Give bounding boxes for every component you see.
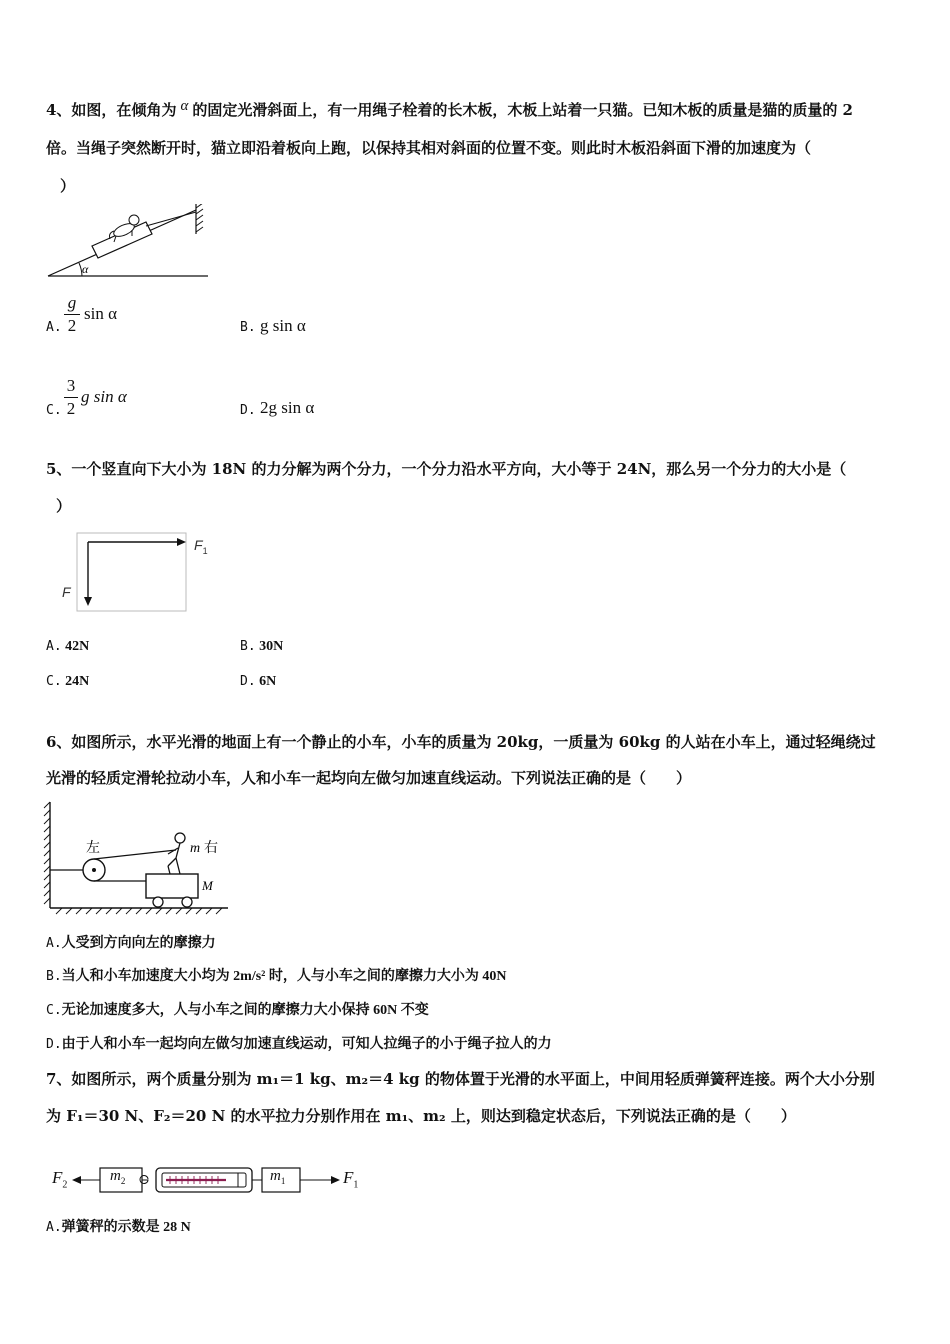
label-m1-symbol: m	[270, 1168, 281, 1184]
q4-option-b-text: g sin α	[260, 316, 306, 335]
q4-option-b-label[interactable]: B.	[240, 320, 256, 335]
option-text: 由于人和小车一起均向左做匀加速直线运动，可知人拉绳子的小于绳子拉人的力	[61, 1037, 552, 1052]
q6-cart-figure	[40, 798, 232, 920]
cart	[146, 874, 198, 898]
q7-option-a[interactable]	[46, 1218, 191, 1238]
fraction-denominator: 2	[67, 316, 77, 335]
option-label: D.	[240, 674, 256, 689]
q4-stem-line-1	[46, 100, 853, 121]
label-f1-subscript: 1	[353, 1179, 359, 1191]
q4-stem-line-2: 倍。当绳子突然断开时，猫立即沿着板向上跑，以保持其相对斜面的位置不变。则此时木板沿斜面下滑的加速度为（	[46, 139, 812, 157]
label-m1	[270, 1168, 285, 1186]
q6-option-a[interactable]	[46, 934, 216, 954]
label-m2-subscript: 2	[120, 1176, 126, 1186]
option-text: 6N	[259, 674, 277, 689]
q6-option-c[interactable]	[46, 1001, 429, 1021]
q6-option-d[interactable]	[46, 1035, 552, 1055]
q4-option-c-label[interactable]: C.	[46, 403, 62, 418]
q5-stem-line-2: ）	[56, 497, 72, 515]
q7-spring-balance-figure	[48, 1158, 368, 1198]
q4-stem-part: 4、如图，在倾角为	[46, 101, 177, 119]
option-label: C.	[46, 1003, 62, 1018]
force-f1-symbol: F	[194, 537, 203, 553]
label-m2	[110, 1168, 125, 1186]
option-label: C.	[46, 674, 62, 689]
label-f1-symbol: F	[343, 1168, 354, 1187]
q6-option-b[interactable]	[46, 967, 506, 987]
option-label: B.	[46, 969, 62, 984]
option-text: 当人和小车加速度大小均为 2m/s² 时，人与小车之间的摩擦力大小为 40N	[61, 969, 507, 984]
label-left: 左	[86, 841, 100, 856]
q4-option-a-tail: sin α	[84, 304, 117, 323]
label-f1	[343, 1168, 358, 1190]
option-text: 24N	[65, 674, 90, 689]
force-f1-label	[194, 537, 208, 556]
q4-stem-line-3: ）	[60, 177, 76, 195]
person-icon	[168, 833, 185, 874]
label-right: 右	[204, 841, 218, 856]
q4-option-c-fraction	[64, 377, 78, 418]
option-text: 42N	[65, 639, 90, 654]
q5-stem-line-1: 5、一个竖直向下大小为 18N 的力分解为两个分力，一个分力沿水平方向，大小等于 24N，那么另一个分力的大小是（	[46, 460, 847, 478]
label-f2-subscript: 2	[62, 1179, 68, 1191]
q5-force-figure	[60, 532, 195, 614]
fraction-denominator: 2	[66, 399, 76, 418]
label-person-mass: m	[190, 841, 201, 856]
option-text: 30N	[259, 639, 284, 654]
fraction-bar	[64, 397, 78, 398]
q4-stem-part: 的固定光滑斜面上，有一用绳子栓着的长木板，木板上站着一只猫。已知木板的质量是猫的质量的 2	[192, 101, 853, 119]
fraction-numerator: 3	[66, 376, 76, 395]
label-f2-symbol: F	[52, 1168, 63, 1187]
q5-option-c[interactable]	[46, 672, 89, 692]
label-m1-subscript: 1	[280, 1176, 286, 1186]
fraction-numerator: g	[67, 293, 77, 312]
option-text: 弹簧秤的示数是 28 N	[61, 1220, 191, 1235]
q5-option-a[interactable]	[46, 637, 89, 657]
q5-option-d[interactable]	[240, 672, 276, 692]
option-label: A.	[46, 1220, 62, 1235]
q5-option-b[interactable]	[240, 637, 283, 657]
option-text: 无论加速度多大，人与小车之间的摩擦力大小保持 60N 不变	[61, 1003, 429, 1018]
q7-stem-line-1: 7、如图所示，两个质量分别为 m₁＝1 kg、m₂＝4 kg 的物体置于光滑的水平面上，中间用轻质弹簧秤连接。两个大小分别	[46, 1070, 875, 1088]
fraction-bar	[64, 314, 80, 315]
q6-stem-line-2: 光滑的轻质定滑轮拉动小车，人和小车一起均向左做匀加速直线运动。下列说法正确的是（ ）	[46, 769, 692, 787]
label-m2-symbol: m	[110, 1168, 121, 1184]
option-label: B.	[240, 639, 256, 654]
q4-option-a-label[interactable]: A.	[46, 320, 62, 335]
label-f2	[52, 1168, 67, 1190]
q4-option-c-tail: g sin α	[81, 387, 127, 406]
q4-option-a-fraction	[64, 294, 80, 335]
q4-option-d-label[interactable]: D.	[240, 403, 256, 418]
option-label: D.	[46, 1037, 62, 1052]
q4-option-d-text: 2g sin α	[260, 398, 315, 417]
alpha-symbol: α	[180, 98, 189, 114]
force-f1-subscript: 1	[202, 545, 208, 556]
option-text: 人受到方向向左的摩擦力	[61, 936, 216, 951]
option-label: A.	[46, 639, 62, 654]
q6-stem-line-1: 6、如图所示，水平光滑的地面上有一个静止的小车，小车的质量为 20kg，一质量为 60kg 的人站在小车上，通过轻绳绕过	[46, 733, 876, 751]
q7-stem-line-2: 为 F₁＝30 N、F₂＝20 N 的水平拉力分别作用在 m₁、m₂ 上，则达到稳定状态后，下列说法正确的是（ ）	[46, 1107, 796, 1125]
force-f-label: F	[62, 584, 71, 600]
label-cart-mass: M	[202, 878, 213, 893]
option-label: A.	[46, 936, 62, 951]
alpha-label: α	[82, 262, 89, 276]
q4-incline-figure	[46, 204, 211, 280]
